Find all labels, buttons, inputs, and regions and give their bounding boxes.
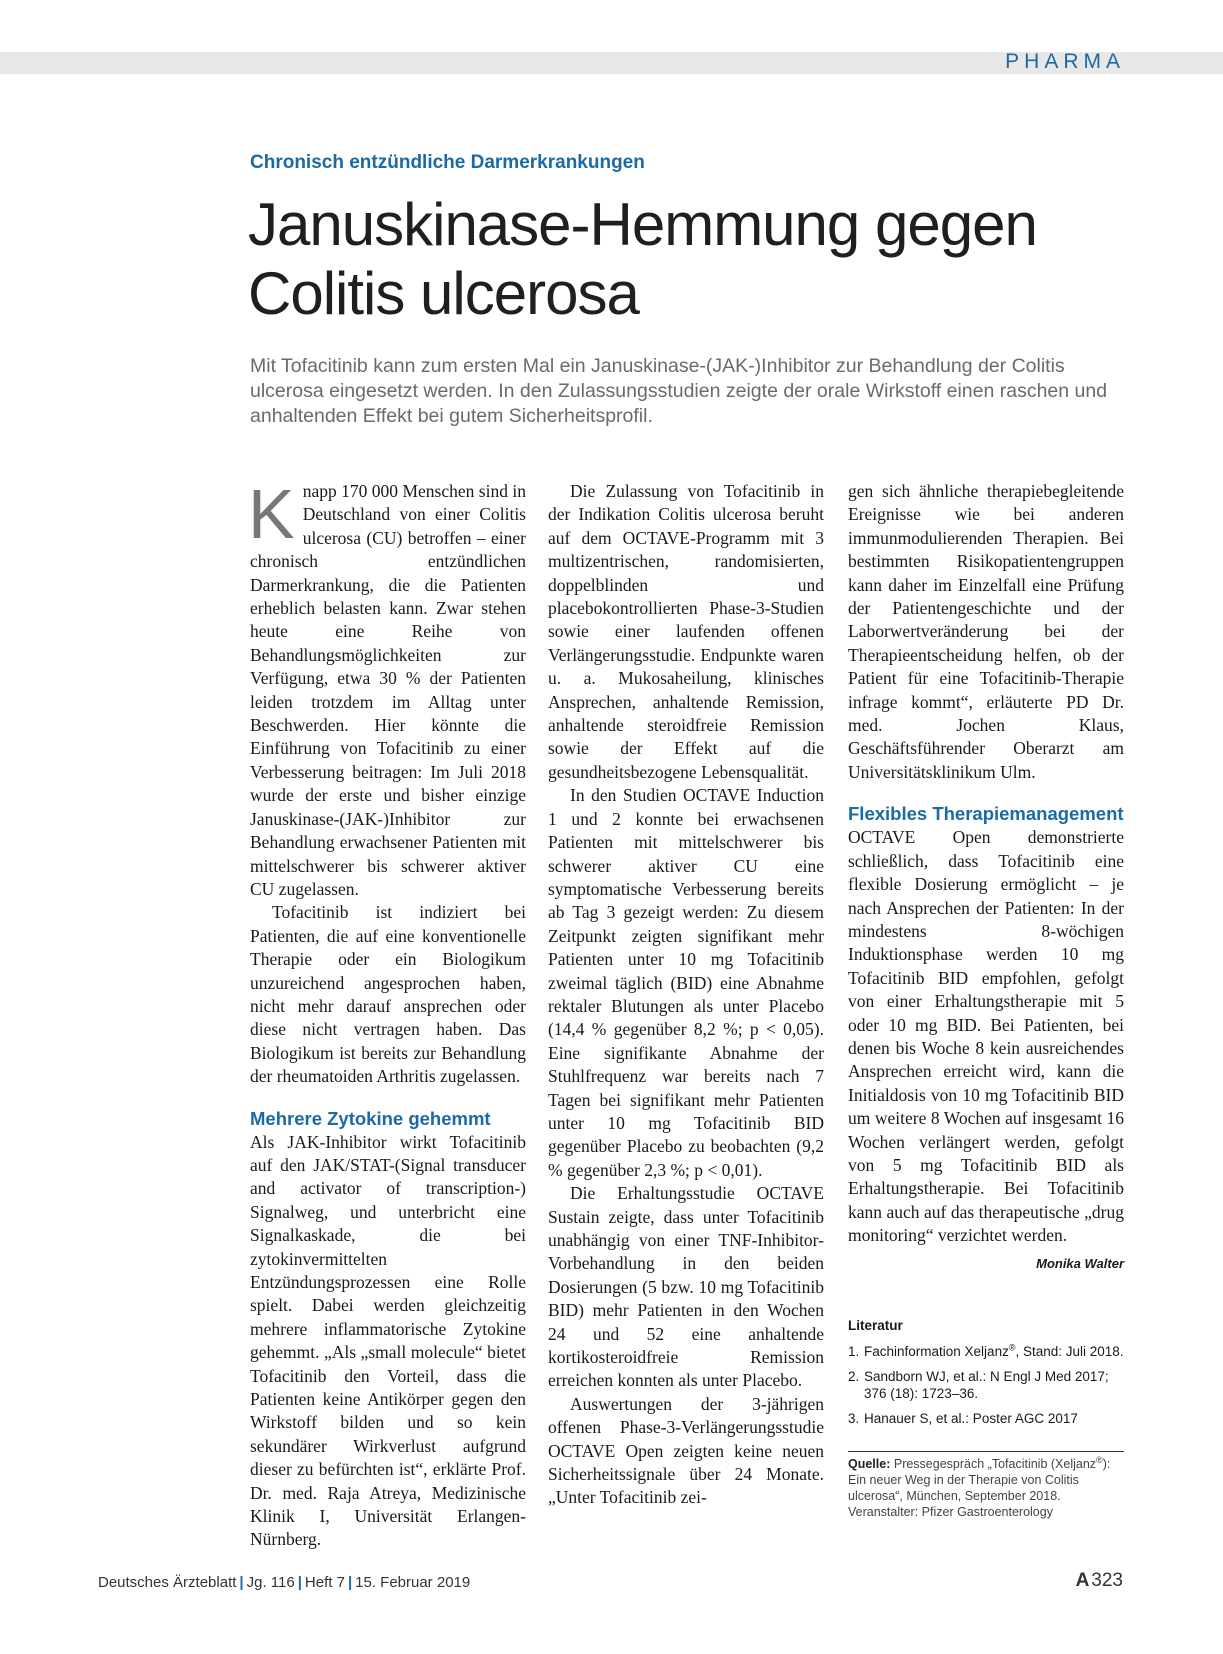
literature-text: Hanauer S, et al.: Poster AGC 2017 <box>864 1411 1078 1426</box>
literature-text: Sandborn WJ, et al.: N Engl J Med 2017; 376 (18): 1723–36. <box>864 1369 1109 1401</box>
article-kicker: Chronisch entzündliche Darmerkrankungen <box>250 152 645 173</box>
paragraph: Die Erhaltungsstudie OCTAVE Sustain zeigte, dass unter Tofacitinib unabhängig von einer TNF-Inhibitor-Vorbehandlung in den beiden Dosierungen (5 bzw. 10 mg Tofacitinib BID) mehr Patienten in den Wochen 24 und 52 eine anhaltende kortikosteroidfreie Remission erreichen konnten als unter Placebo. <box>548 1183 824 1391</box>
literature-item <box>848 1368 1124 1402</box>
subheading: Flexibles Therapiemanagement <box>848 803 1124 825</box>
page-number <box>1076 1570 1123 1592</box>
separator: | <box>297 1574 302 1591</box>
subheading: Mehrere Zytokine gehemmt <box>250 1107 491 1129</box>
journal-issue: Heft 7 <box>304 1574 345 1591</box>
literature-text-main: Fachinformation Xeljanz <box>864 1344 1009 1359</box>
registered-mark: ® <box>1096 1454 1103 1465</box>
journal-date: 15. Februar 2019 <box>355 1574 471 1591</box>
paragraph: Auswertungen der 3-jährigen offenen Phase-3-Verlängerungsstudie OCTAVE Open zeigten keine neuen Sicherheitssignale über 24 Monate. „Unter Tofacitinib zei- <box>548 1393 824 1508</box>
literature-text <box>864 1343 1124 1360</box>
column-1 <box>248 475 526 1552</box>
author-name: Monika Walter <box>1036 1255 1124 1271</box>
separator: | <box>347 1574 353 1591</box>
source-text-cont: ): Ein neuer Weg in der Therapie von Colitis ulcerosa“, München, September 2018. Veranstalter: Pfizer Gastroenterology <box>848 1457 1111 1519</box>
source-label: Quelle: <box>848 1457 891 1471</box>
source-text: Pressegespräch „Tofacitinib (Xeljanz <box>893 1457 1097 1471</box>
literature-item <box>848 1410 1124 1427</box>
paragraph: Tofacitinib ist indiziert bei Patienten, die auf eine konventionelle Therapie oder ein Biologikum unzureichend angesprochen haben, nicht mehr darauf ansprechen oder diese nicht vertragen haben. Das Biologikum ist bereits zur Behandlung der rheumatoiden Arthritis zugelassen. <box>250 902 526 1087</box>
column-3 <box>848 480 1124 1520</box>
literature-number: 1. <box>848 1344 860 1359</box>
paragraph-text: napp 170 000 Menschen sind in Deutschland von einer Colitis ulcerosa (CU) betroffen – einer chronisch entzündlichen Darmerkrankung, die die Patienten erheblich belasten kann. Zwar stehen heute eine Reihe von Behandlungsmöglichkeiten zur Verfügung, etwa 30 % der Patienten leiden trotzdem im Alltag unter Beschwerden. Hier könnte die Einführung von Tofacitinib zu einer Verbesserung beitragen: Im Juli 2018 wurde der erste und bisher einzige Januskinase-(JAK-)Inhibitor zur Behandlung erwachsener Patienten mit mittelschwerer bis schwerer aktiver CU zugelassen. <box>250 481 526 899</box>
page-number-value: 323 <box>1091 1570 1123 1591</box>
literature-list <box>848 1343 1124 1427</box>
section-label: PHARMA <box>1005 50 1125 73</box>
paragraph: gen sich ähnliche therapiebegleitende Ereignisse wie bei anderen immunmodulierenden Therapien. Bei bestimmten Risikopatientengruppen kann daher im Einzelfall eine Prüfung der Patientengeschichte und der Laborwertveränderung bei der Therapieentscheidung helfen, ob der Patient für eine Tofacitinib-Therapie infrage kommt“, erläuterte PD Dr. med. Jochen Klaus, Geschäftsführender Oberarzt am Universitätsklinikum Ulm. <box>848 481 1124 782</box>
literature-heading: Literatur <box>848 1318 903 1333</box>
registered-mark: ® <box>1008 1342 1016 1353</box>
literature-number: 2. <box>848 1369 860 1384</box>
paragraph: In den Studien OCTAVE Induction 1 und 2 konnte bei erwachsenen Patienten mit mittelschwerer bis schwerer aktiver CU eine symptomatische Verbesserung bereits ab Tag 3 gezeigt werden: Zu diesem Zeitpunkt zeigten signifikant mehr Patienten unter 10 mg Tofacitinib zweimal täglich (BID) eine Abnahme rektaler Blutungen als unter Placebo (14,4 % gegenüber 8,2 %; p < 0,05). Eine signifikante Abnahme der Stuhlfrequenz war bereits nach 7 Tagen bei signifikant mehr Patienten unter 10 mg Tofacitinib BID gegenüber Placebo zu beobachten (9,2 % gegenüber 2,3 %; p < 0,01). <box>548 785 824 1180</box>
title-line-2: Colitis ulcerosa <box>248 260 639 327</box>
paragraph-text: OCTAVE Open demonstrierte schließlich, dass Tofacitinib eine flexible Dosierung ermöglicht – je nach Ansprechen der Patienten: In der mindestens 8-wöchigen Induktionsphase werden 10 mg Tofacitinib BID empfohlen, gefolgt von einer Erhaltungstherapie mit 5 oder 10 mg BID. Bei Patienten, bei denen bis Woche 8 kein ausreichendes Ansprechen erreicht wird, kann die Initialdosis von 10 mg Tofacitinib BID um weitere 8 Wochen auf insgesamt 16 Wochen verlängert werden, gefolgt von 5 mg Tofacitinib BID als Erhaltungstherapie. Bei Tofacitinib kann auch auf das therapeutische „drug monitoring“ verzichtet werden. <box>848 827 1124 1246</box>
literature-item <box>848 1343 1124 1360</box>
literature-text-after: , Stand: Juli 2018. <box>1015 1344 1124 1359</box>
article-title <box>248 190 1148 328</box>
literature-number: 3. <box>848 1411 860 1426</box>
paragraph: Als JAK-Inhibitor wirkt Tofacitinib auf den JAK/STAT-(Signal transducer and activator of transcription-) Signalweg, und unterbricht eine Signalkaskade, die bei zytokinvermittelten Entzündungsprozessen eine Rolle spielt. Dabei werden gleichzeitig mehrere inflammatorische Zytokine gehemmt. „Als „small molecule“ bietet Tofacitinib den Vorteil, dass die Patienten keine Antikörper gegen den Wirkstoff bilden und so kein sekundärer Wirkverlust aufgrund dieser zu befürchten ist“, erklärte Prof. Dr. med. Raja Atreya, Medizinische Klinik I, Universität Erlangen-Nürnberg. <box>250 1131 526 1550</box>
article-lead: Mit Tofacitinib kann zum ersten Mal ein Januskinase-(JAK-)Inhibitor zur Behandlung der Colitis ulcerosa eingesetzt werden. In den Zulassungsstudien zeigte der orale Wirkstoff einen raschen und anhaltenden Effekt bei gutem Sicherheitsprofil. <box>250 355 1108 427</box>
paragraph <box>248 475 526 901</box>
title-line-1: Januskinase-Hemmung gegen <box>248 191 1037 258</box>
source-note <box>848 1451 1124 1520</box>
page-footer <box>98 1574 470 1591</box>
column-2 <box>548 480 824 1510</box>
paragraph <box>848 826 1124 1271</box>
journal-volume: Jg. 116 <box>246 1574 295 1591</box>
paragraph: Die Zulassung von Tofacitinib in der Indikation Colitis ulcerosa beruht auf dem OCTAVE-Programm mit 3 multizentrischen, randomisierten, doppelblinden und placebokontrollierten Phase-3-Studien sowie einer laufenden offenen Verlängerungsstudie. Endpunkte waren u. a. Mukosaheilung, klinisches Ansprechen, anhaltende Remission, anhaltende steroidfreie Remission sowie der Effekt auf die gesundheitsbezogene Lebensqualität. <box>548 481 824 782</box>
separator: | <box>239 1574 244 1591</box>
page-prefix: A <box>1075 1570 1090 1591</box>
journal-name: Deutsches Ärzteblatt <box>98 1574 237 1591</box>
drop-cap: K <box>248 475 295 553</box>
